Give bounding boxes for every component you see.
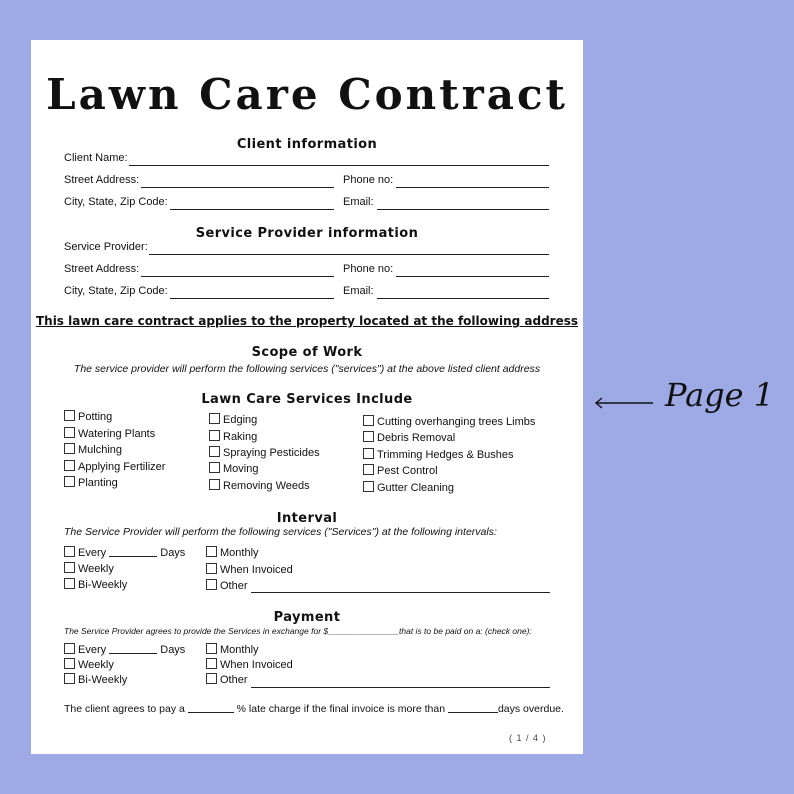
- client-info-heading: Client information: [236, 137, 378, 152]
- service-item[interactable]: Mulching: [64, 443, 122, 456]
- checkbox-icon[interactable]: [209, 446, 220, 457]
- checkbox-icon[interactable]: [64, 476, 75, 487]
- interval-when-invoiced-option[interactable]: When Invoiced: [206, 563, 293, 576]
- checkbox-icon[interactable]: [206, 658, 217, 669]
- checkbox-icon[interactable]: [64, 443, 75, 454]
- document-title: Lawn Care Contract: [46, 70, 568, 119]
- checkbox-icon[interactable]: [206, 563, 217, 574]
- service-item[interactable]: Pest Control: [363, 464, 438, 477]
- payment-monthly-option[interactable]: Monthly: [206, 643, 259, 656]
- checkbox-icon[interactable]: [64, 643, 75, 654]
- service-item[interactable]: Planting: [64, 476, 118, 489]
- interval-heading: Interval: [276, 511, 338, 526]
- provider-info-heading: Service Provider information: [195, 226, 419, 241]
- payment-weekly-option[interactable]: Weekly: [64, 658, 114, 671]
- checkbox-icon[interactable]: [64, 673, 75, 684]
- late-charge-clause: The client agrees to pay a % late charge if the final invoice is more than days overdue.: [64, 703, 564, 715]
- address-statement: This lawn care contract applies to the property located at the following address: [35, 314, 579, 328]
- checkbox-icon[interactable]: [209, 462, 220, 473]
- late-charge-percent-field[interactable]: [188, 703, 234, 713]
- checkbox-icon[interactable]: [363, 431, 374, 442]
- provider-city-field[interactable]: [170, 298, 334, 299]
- checkbox-icon[interactable]: [363, 464, 374, 475]
- provider-city-label: City, State, Zip Code:: [64, 285, 168, 297]
- client-email-label: Email:: [343, 196, 374, 208]
- service-item[interactable]: Removing Weeds: [209, 479, 310, 492]
- checkbox-icon[interactable]: [206, 579, 217, 590]
- checkbox-icon[interactable]: [363, 448, 374, 459]
- services-heading: Lawn Care Services Include: [201, 392, 413, 407]
- client-city-label: City, State, Zip Code:: [64, 196, 168, 208]
- page-number: ( 1 / 4 ): [509, 733, 547, 743]
- checkbox-icon[interactable]: [209, 479, 220, 490]
- checkbox-icon[interactable]: [206, 546, 217, 557]
- interval-monthly-option[interactable]: Monthly: [206, 546, 259, 559]
- interval-biweekly-option[interactable]: Bi-Weekly: [64, 578, 127, 591]
- payment-text: The Service Provider agrees to provide the Services in exchange for $_______________that is to be paid on a: (check one):: [64, 626, 532, 636]
- checkbox-icon[interactable]: [64, 546, 75, 557]
- interval-every-option[interactable]: Every Days: [64, 546, 185, 559]
- client-email-field[interactable]: [377, 209, 549, 210]
- provider-street-field[interactable]: [141, 276, 334, 277]
- interval-other-option[interactable]: Other: [206, 579, 248, 592]
- checkbox-icon[interactable]: [64, 562, 75, 573]
- payment-biweekly-option[interactable]: Bi-Weekly: [64, 673, 127, 686]
- interval-weekly-option[interactable]: Weekly: [64, 562, 114, 575]
- payment-when-invoiced-option[interactable]: When Invoiced: [206, 658, 293, 671]
- checkbox-icon[interactable]: [209, 413, 220, 424]
- provider-email-field[interactable]: [377, 298, 549, 299]
- checkbox-icon[interactable]: [64, 427, 75, 438]
- checkbox-icon[interactable]: [209, 430, 220, 441]
- client-street-field[interactable]: [141, 187, 334, 188]
- checkbox-icon[interactable]: [64, 410, 75, 421]
- client-phone-label: Phone no:: [343, 174, 394, 186]
- service-item[interactable]: Debris Removal: [363, 431, 455, 444]
- service-item[interactable]: Spraying Pesticides: [209, 446, 320, 459]
- client-street-label: Street Address:: [64, 174, 140, 186]
- client-name-field[interactable]: [129, 165, 549, 166]
- page-annotation-label: Page 1: [665, 376, 775, 414]
- service-item[interactable]: Cutting overhanging trees Limbs: [363, 415, 535, 428]
- scope-text: The service provider will perform the following services ("services") at the above listed client address: [73, 363, 541, 375]
- provider-phone-field[interactable]: [396, 276, 549, 277]
- service-item[interactable]: Watering Plants: [64, 427, 155, 440]
- contract-page: [31, 40, 583, 754]
- service-item[interactable]: Gutter Cleaning: [363, 481, 454, 494]
- checkbox-icon[interactable]: [206, 643, 217, 654]
- service-item[interactable]: Potting: [64, 410, 112, 423]
- interval-text: The Service Provider will perform the following services ("Services") at the following intervals:: [64, 526, 497, 538]
- interval-days-field[interactable]: [109, 547, 157, 557]
- payment-other-field[interactable]: [251, 687, 550, 688]
- payment-heading: Payment: [273, 610, 341, 625]
- service-item[interactable]: Applying Fertilizer: [64, 460, 165, 473]
- checkbox-icon[interactable]: [363, 481, 374, 492]
- checkbox-icon[interactable]: [363, 415, 374, 426]
- overdue-days-field[interactable]: [448, 703, 498, 713]
- service-item[interactable]: Moving: [209, 462, 258, 475]
- client-phone-field[interactable]: [396, 187, 549, 188]
- payment-days-field[interactable]: [109, 644, 157, 654]
- payment-every-option[interactable]: Every Days: [64, 643, 185, 656]
- provider-email-label: Email:: [343, 285, 374, 297]
- checkbox-icon[interactable]: [64, 460, 75, 471]
- payment-other-option[interactable]: Other: [206, 673, 248, 686]
- provider-name-field[interactable]: [149, 254, 549, 255]
- client-city-field[interactable]: [170, 209, 334, 210]
- checkbox-icon[interactable]: [64, 578, 75, 589]
- service-item[interactable]: Raking: [209, 430, 257, 443]
- scope-heading: Scope of Work: [251, 345, 363, 360]
- service-item[interactable]: Edging: [209, 413, 257, 426]
- checkbox-icon[interactable]: [64, 658, 75, 669]
- checkbox-icon[interactable]: [206, 673, 217, 684]
- provider-street-label: Street Address:: [64, 263, 140, 275]
- provider-phone-label: Phone no:: [343, 263, 394, 275]
- client-name-label: Client Name:: [64, 152, 128, 164]
- interval-other-field[interactable]: [251, 592, 550, 593]
- service-item[interactable]: Trimming Hedges & Bushes: [363, 448, 514, 461]
- left-arrow-icon: [594, 397, 654, 409]
- provider-name-label: Service Provider:: [64, 241, 148, 253]
